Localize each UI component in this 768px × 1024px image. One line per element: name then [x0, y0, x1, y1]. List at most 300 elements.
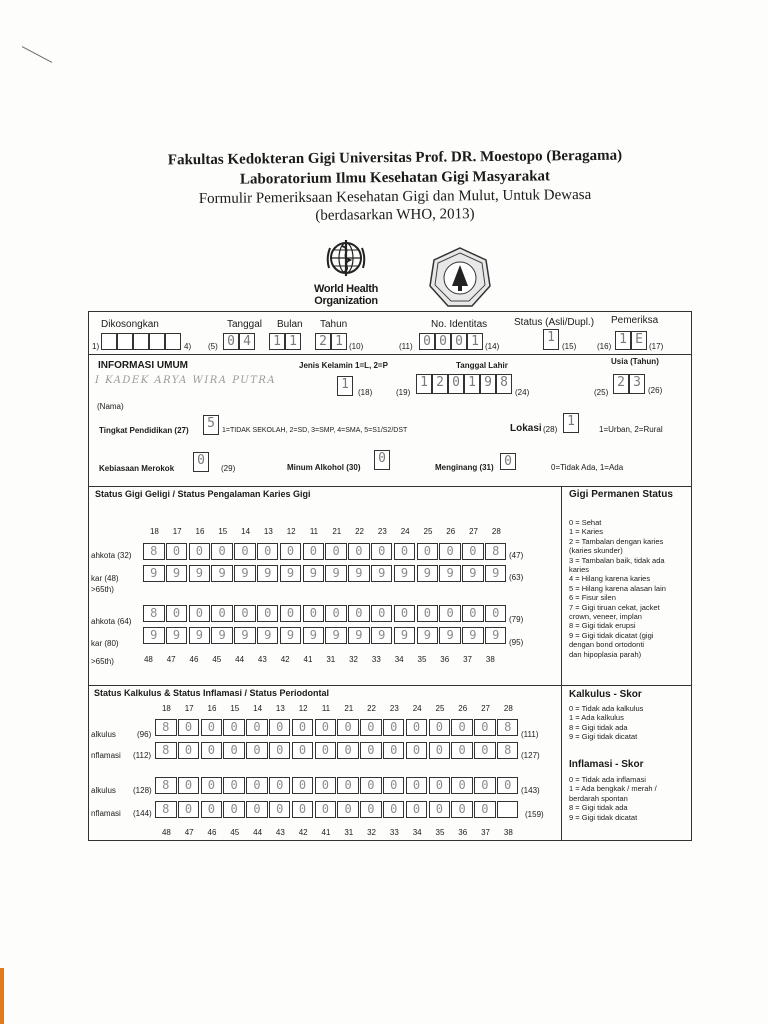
caries-legend: 0 = Sehat 1 = Karies 2 = Tambalan dengan karies (karies skunder) 3 = Tambalan baik, tidak ada karies 4 = Hilang karena karies 5 = Hilang karena alasan lain 6 = Fisur silen 7 = Gigi tiruan cekat, jacket crown, veneer, implan 8 = Gigi tidak erupsi 9 = Gigi tidak dicatat (gigi dengan bond ortodonti dan hipoplasia parah): [569, 518, 666, 659]
label-no-identitas: No. Identitas: [431, 319, 488, 330]
pendidikan-codes: 1=TIDAK SEKOLAH, 2=SD, 3=SMP, 4=SMA, 5=S1/S2/DST: [222, 427, 408, 434]
tooth-cell[interactable]: 0: [394, 605, 416, 622]
col-11: (11): [399, 342, 413, 351]
tooth-cell[interactable]: 8: [485, 543, 507, 560]
col-25: (25): [594, 388, 609, 397]
tooth-cell[interactable]: 0: [234, 543, 256, 560]
row-label-kalkulus-upper: alkulus: [91, 730, 116, 739]
caries-row-root-lower: [143, 627, 508, 644]
empty-box-1: [101, 333, 117, 350]
tooth-cell[interactable]: 0: [406, 777, 428, 794]
divider: [89, 685, 691, 686]
tooth-cell[interactable]: 0: [348, 543, 370, 560]
date-digit[interactable]: 1: [331, 333, 347, 350]
row-end-95: (95): [509, 638, 524, 647]
kalkulus-row-upper: [155, 719, 520, 736]
tooth-cell[interactable]: 9: [211, 627, 233, 644]
pendidikan-value[interactable]: 5: [203, 415, 219, 435]
tooth-cell[interactable]: 8: [143, 543, 165, 560]
tooth-cell[interactable]: 0: [178, 777, 200, 794]
tooth-cell[interactable]: 0: [439, 605, 461, 622]
header-faculty: Fakultas Kedokteran Gigi Universitas Prof. DR. Moestopo (Beragama): [167, 147, 623, 169]
tooth-cell[interactable]: 0: [337, 719, 359, 736]
dob-digit[interactable]: 2: [432, 374, 448, 394]
dob-digit[interactable]: 8: [496, 374, 512, 394]
divider: [89, 354, 691, 355]
tooth-number: 23: [377, 527, 387, 536]
col-24: (24): [515, 388, 530, 397]
tooth-cell[interactable]: 0: [201, 777, 223, 794]
tooth-number: 47: [184, 828, 194, 837]
tooth-number: 44: [253, 828, 263, 837]
tooth-number: 32: [367, 828, 377, 837]
tooth-cell[interactable]: 0: [257, 543, 279, 560]
tooth-cell[interactable]: 0: [325, 605, 347, 622]
tooth-cell[interactable]: 9: [280, 627, 302, 644]
tooth-cell[interactable]: 9: [234, 565, 256, 582]
tooth-cell[interactable]: 0: [223, 801, 245, 818]
label-jenis-kelamin: Jenis Kelamin 1=L, 2=P: [299, 361, 388, 370]
tooth-number: 15: [218, 527, 228, 536]
tooth-cell[interactable]: 0: [269, 777, 291, 794]
col-14: (14): [485, 342, 500, 351]
tooth-cell[interactable]: 0: [292, 777, 314, 794]
tooth-cell[interactable]: 9: [439, 565, 461, 582]
tooth-number: 13: [275, 704, 285, 713]
tooth-cell[interactable]: 0: [429, 719, 451, 736]
tooth-number: 17: [172, 527, 182, 536]
tooth-cell[interactable]: 8: [155, 777, 177, 794]
caries-row-root-upper: [143, 565, 508, 582]
tooth-cell[interactable]: 0: [315, 777, 337, 794]
tooth-cell[interactable]: 8: [155, 719, 177, 736]
who-name-line1: World Health: [313, 283, 379, 295]
row-end-143: (143): [521, 786, 540, 795]
tooth-cell[interactable]: 0: [246, 777, 268, 794]
tooth-number: 48: [143, 655, 153, 664]
row-label-mahkota-upper: ahkota (32): [91, 551, 132, 560]
tooth-cell[interactable]: 0: [439, 543, 461, 560]
tooth-number: 46: [189, 655, 199, 664]
edge-mark: [0, 968, 4, 1024]
header-lab: Laboratorium Ilmu Kesehatan Gigi Masyarakat: [239, 168, 551, 188]
pemeriksa-digit[interactable]: E: [631, 331, 647, 350]
habit-codes: 0=Tidak Ada, 1=Ada: [551, 463, 624, 472]
tooth-cell[interactable]: 0: [429, 801, 451, 818]
date-digit[interactable]: 1: [269, 333, 285, 350]
col-26: (26): [648, 386, 663, 395]
tooth-cell[interactable]: 0: [383, 719, 405, 736]
tooth-cell[interactable]: 9: [462, 565, 484, 582]
patient-name[interactable]: I KADEK ARYA WIRA PUTRA: [95, 375, 277, 386]
row-num-96: (96): [137, 730, 152, 739]
tooth-cell[interactable]: 0: [223, 777, 245, 794]
tooth-number: 24: [412, 704, 422, 713]
tooth-cell[interactable]: 0: [223, 719, 245, 736]
tooth-cell[interactable]: 9: [143, 627, 165, 644]
tooth-cell[interactable]: 9: [143, 565, 165, 582]
row-end-47: (47): [509, 551, 524, 560]
tooth-cell[interactable]: 0: [451, 719, 473, 736]
id-digit[interactable]: 0: [435, 333, 451, 350]
dob-digit[interactable]: 1: [464, 374, 480, 394]
row-end-111: (111): [521, 730, 539, 739]
tooth-cell[interactable]: 9: [257, 565, 279, 582]
tooth-number: 44: [235, 655, 245, 664]
tooth-cell[interactable]: 0: [178, 742, 200, 759]
id-digit[interactable]: 0: [451, 333, 467, 350]
tooth-cell[interactable]: 0: [360, 742, 382, 759]
tooth-number: 37: [463, 655, 472, 664]
menginang-value[interactable]: 0: [500, 453, 516, 470]
tooth-cell[interactable]: 9: [371, 565, 393, 582]
tooth-cell[interactable]: 0: [417, 605, 439, 622]
dob-digit[interactable]: 0: [448, 374, 464, 394]
tooth-cell[interactable]: 0: [166, 605, 188, 622]
tooth-number: 16: [195, 527, 205, 536]
age-digit[interactable]: 3: [629, 374, 645, 394]
label-dikosongkan: Dikosongkan: [101, 319, 159, 330]
tooth-number: 14: [253, 704, 263, 713]
tooth-cell[interactable]: 0: [417, 543, 439, 560]
label-pemeriksa: Pemeriksa: [611, 315, 659, 326]
university-seal-icon: [428, 246, 492, 310]
merokok-value[interactable]: 0: [193, 452, 209, 472]
tooth-cell[interactable]: 0: [360, 777, 382, 794]
tooth-cell[interactable]: 0: [474, 742, 496, 759]
tooth-number: 43: [275, 828, 285, 837]
id-digit[interactable]: 0: [419, 333, 435, 350]
row-num-128: (128): [133, 786, 152, 795]
tooth-cell[interactable]: 9: [325, 565, 347, 582]
tooth-number: 26: [446, 527, 456, 536]
col-4: 4): [184, 342, 192, 351]
tooth-number: 31: [344, 828, 354, 837]
row-label-inflamasi-upper: nflamasi: [91, 751, 121, 760]
col-1: 1): [92, 342, 100, 351]
tooth-number: 23: [389, 704, 399, 713]
col-19: (19): [396, 388, 411, 397]
alkohol-value[interactable]: 0: [374, 450, 390, 470]
header-form-title: Formulir Pemeriksaan Kesehatan Gigi dan Mulut, Untuk Dewasa: [198, 186, 592, 208]
tooth-cell[interactable]: 9: [348, 565, 370, 582]
tooth-cell[interactable]: 0: [383, 801, 405, 818]
col-16: (16): [597, 342, 612, 351]
tooth-cell[interactable]: 0: [337, 742, 359, 759]
tooth-cell[interactable]: 9: [371, 627, 393, 644]
col-29: (29): [221, 464, 236, 473]
row-end-159: (159): [525, 810, 544, 819]
tooth-number: 34: [394, 655, 404, 664]
tooth-cell[interactable]: 0: [474, 801, 496, 818]
tooth-number: 38: [503, 828, 513, 837]
tooth-cell[interactable]: 0: [211, 543, 233, 560]
perio-title: Status Kalkulus & Status Inflamasi / Status Periodontal: [94, 688, 330, 698]
who-name-line2: Organization: [314, 295, 378, 307]
tooth-number: 41: [303, 655, 313, 664]
label-lokasi: Lokasi: [510, 423, 542, 434]
tooth-number: 33: [389, 828, 399, 837]
label-nama: (Nama): [97, 402, 124, 411]
row-label-akar-upper-age: >65th): [91, 585, 114, 594]
tooth-cell[interactable]: 9: [485, 627, 507, 644]
perio-upper-tooth-numbers: [155, 704, 520, 713]
age-digit[interactable]: 2: [613, 374, 629, 394]
examination-form: [88, 311, 692, 841]
tooth-number: 26: [458, 704, 468, 713]
tooth-cell[interactable]: 0: [315, 719, 337, 736]
tooth-cell[interactable]: 0: [234, 605, 256, 622]
tooth-number: 12: [286, 527, 296, 536]
tooth-number: 48: [161, 828, 171, 837]
tooth-cell[interactable]: 0: [371, 605, 393, 622]
tooth-cell[interactable]: 0: [406, 801, 428, 818]
tooth-cell[interactable]: 0: [474, 719, 496, 736]
tooth-number: 45: [212, 655, 222, 664]
tooth-number: 25: [423, 527, 433, 536]
label-pendidikan: Tingkat Pendidikan (27): [99, 426, 189, 435]
tooth-cell[interactable]: 0: [223, 742, 245, 759]
tooth-number: 13: [263, 527, 273, 536]
empty-box-2: [117, 333, 133, 350]
perio-lower-tooth-numbers: [155, 828, 520, 837]
caries-legend-title: Gigi Permanen Status: [569, 489, 673, 500]
tooth-cell[interactable]: 0: [451, 742, 473, 759]
label-tanggal: Tanggal: [227, 319, 263, 330]
tooth-cell[interactable]: 0: [211, 605, 233, 622]
tooth-number: 42: [298, 828, 308, 837]
tooth-number: 46: [207, 828, 217, 837]
tooth-cell[interactable]: 0: [201, 719, 223, 736]
tooth-number: 45: [230, 828, 240, 837]
row-num-144: (144): [133, 809, 152, 818]
tooth-number: 12: [298, 704, 308, 713]
tooth-cell[interactable]: 0: [497, 777, 519, 794]
tooth-cell[interactable]: 8: [143, 605, 165, 622]
date-digit[interactable]: 2: [315, 333, 331, 350]
tooth-cell[interactable]: 0: [360, 719, 382, 736]
tooth-number: 21: [332, 527, 342, 536]
tooth-cell[interactable]: 0: [337, 777, 359, 794]
tooth-cell[interactable]: 0: [246, 801, 268, 818]
tooth-cell[interactable]: 0: [292, 801, 314, 818]
lokasi-num: (28): [543, 425, 558, 434]
tooth-cell[interactable]: 0: [178, 801, 200, 818]
tooth-cell[interactable]: 9: [166, 627, 188, 644]
tooth-cell[interactable]: 9: [166, 565, 188, 582]
tooth-cell[interactable]: 0: [303, 543, 325, 560]
lokasi-value[interactable]: 1: [563, 413, 579, 433]
tooth-cell[interactable]: 0: [315, 801, 337, 818]
row-label-akar-lower: kar (80): [91, 639, 119, 648]
tooth-cell[interactable]: 0: [166, 543, 188, 560]
caries-row-crown-lower: [143, 605, 508, 622]
tooth-number: 33: [371, 655, 381, 664]
dob-digit[interactable]: 9: [480, 374, 496, 394]
tooth-cell[interactable]: 0: [406, 742, 428, 759]
date-digit[interactable]: 0: [223, 333, 239, 350]
tooth-cell[interactable]: 0: [189, 605, 211, 622]
tooth-cell[interactable]: 0: [315, 742, 337, 759]
tooth-cell[interactable]: 0: [371, 543, 393, 560]
tooth-number: 36: [440, 655, 450, 664]
inflamasi-row-upper: [155, 742, 520, 759]
tooth-cell[interactable]: 9: [189, 627, 211, 644]
tooth-cell[interactable]: 0: [360, 801, 382, 818]
tooth-number: 36: [458, 828, 468, 837]
kalkulus-legend-title: Kalkulus - Skor: [569, 689, 642, 700]
tooth-number: 24: [400, 527, 410, 536]
tooth-cell[interactable]: 9: [485, 565, 507, 582]
tooth-number: 22: [355, 527, 365, 536]
tooth-cell[interactable]: 9: [303, 627, 325, 644]
tooth-cell[interactable]: 9: [234, 627, 256, 644]
tooth-cell[interactable]: 0: [462, 605, 484, 622]
tooth-cell[interactable]: 9: [394, 627, 416, 644]
tooth-number: 32: [349, 655, 359, 664]
tooth-cell[interactable]: 0: [429, 742, 451, 759]
status-value[interactable]: 1: [543, 329, 559, 350]
inflamasi-legend: 0 = Tidak ada inflamasi 1 = Ada bengkak / merah / berdarah spontan 8 = Gigi tidak ada 9 = Gigi tidak dicatat: [569, 775, 657, 822]
id-digit[interactable]: 1: [467, 333, 483, 350]
kalkulus-row-lower: [155, 777, 520, 794]
tooth-cell[interactable]: 0: [178, 719, 200, 736]
upper-tooth-numbers: [143, 527, 508, 536]
tooth-cell[interactable]: 0: [246, 742, 268, 759]
tooth-cell[interactable]: 0: [451, 777, 473, 794]
row-end-127: (127): [521, 751, 540, 760]
col-5: (5): [208, 342, 218, 351]
tooth-cell[interactable]: 0: [257, 605, 279, 622]
tooth-number: 37: [481, 828, 490, 837]
tooth-cell[interactable]: 9: [417, 627, 439, 644]
tooth-cell[interactable]: 0: [269, 742, 291, 759]
tooth-number: 17: [184, 704, 194, 713]
tooth-cell[interactable]: 0: [246, 719, 268, 736]
tooth-number: 42: [280, 655, 290, 664]
inflamasi-legend-title: Inflamasi - Skor: [569, 759, 644, 770]
tooth-cell[interactable]: 0: [189, 543, 211, 560]
tooth-number: 34: [412, 828, 422, 837]
divider: [89, 486, 691, 487]
tooth-cell[interactable]: 9: [462, 627, 484, 644]
tooth-cell[interactable]: 0: [383, 777, 405, 794]
tooth-cell[interactable]: 0: [201, 801, 223, 818]
who-logo: [300, 238, 392, 307]
tooth-cell[interactable]: 0: [348, 605, 370, 622]
tooth-number: 47: [166, 655, 176, 664]
tooth-number: 15: [230, 704, 240, 713]
row-end-79: (79): [509, 615, 524, 624]
label-usia: Usia (Tahun): [611, 357, 659, 366]
sex-value[interactable]: 1: [337, 376, 353, 396]
tooth-number: 35: [417, 655, 427, 664]
tooth-number: 43: [257, 655, 267, 664]
pemeriksa-digit[interactable]: 1: [615, 331, 631, 350]
label-alkohol: Minum Alkohol (30): [287, 463, 361, 472]
tooth-cell[interactable]: 0: [406, 719, 428, 736]
tooth-number: 18: [149, 527, 159, 536]
tooth-cell[interactable]: 9: [303, 565, 325, 582]
header-who-ref: (berdasarkan WHO, 2013): [315, 206, 475, 224]
tooth-number: 16: [207, 704, 217, 713]
col-17: (17): [649, 342, 664, 351]
kalkulus-legend: 0 = Tidak ada kalkulus 1 = Ada kalkulus 8 = Gigi tidak ada 9 = Gigi tidak dicatat: [569, 704, 644, 742]
tooth-number: 28: [503, 704, 513, 713]
tooth-cell[interactable]: 0: [462, 543, 484, 560]
tooth-cell[interactable]: 9: [348, 627, 370, 644]
row-label-kalkulus-lower: alkulus: [91, 786, 116, 795]
tooth-number: 22: [367, 704, 377, 713]
tooth-cell[interactable]: 0: [201, 742, 223, 759]
tooth-cell[interactable]: 0: [485, 605, 507, 622]
tooth-number: 38: [485, 655, 495, 664]
tooth-cell[interactable]: 9: [325, 627, 347, 644]
tooth-cell[interactable]: 0: [303, 605, 325, 622]
tooth-cell[interactable]: 0: [292, 742, 314, 759]
tooth-cell[interactable]: 0: [280, 543, 302, 560]
caries-row-crown-upper: [143, 543, 508, 560]
lokasi-codes: 1=Urban, 2=Rural: [599, 425, 663, 434]
tooth-cell[interactable]: 0: [269, 801, 291, 818]
label-menginang: Menginang (31): [435, 463, 494, 472]
label-bulan: Bulan: [277, 319, 303, 330]
tooth-cell[interactable]: 0: [474, 777, 496, 794]
lower-tooth-numbers: [137, 655, 502, 664]
date-digit[interactable]: 4: [239, 333, 255, 350]
tooth-cell[interactable]: [497, 801, 519, 818]
legend-divider: [561, 486, 562, 840]
row-end-63: (63): [509, 573, 524, 582]
tooth-cell[interactable]: 8: [155, 801, 177, 818]
tooth-cell[interactable]: 0: [325, 543, 347, 560]
empty-box-5: [165, 333, 181, 350]
empty-box-3: [133, 333, 149, 350]
tooth-cell[interactable]: 0: [337, 801, 359, 818]
dob-digit[interactable]: 1: [416, 374, 432, 394]
tooth-cell[interactable]: 8: [497, 719, 519, 736]
tooth-number: 27: [481, 704, 490, 713]
tooth-cell[interactable]: 8: [497, 742, 519, 759]
tooth-cell[interactable]: 9: [189, 565, 211, 582]
tooth-cell[interactable]: 9: [280, 565, 302, 582]
tooth-number: 11: [309, 527, 319, 536]
row-label-akar-lower-age: >65th): [91, 657, 114, 666]
row-label-mahkota-lower: ahkota (64): [91, 617, 132, 626]
tooth-cell[interactable]: 0: [280, 605, 302, 622]
tooth-cell[interactable]: 0: [394, 543, 416, 560]
tooth-number: 28: [491, 527, 501, 536]
tooth-number: 27: [469, 527, 478, 536]
tooth-cell[interactable]: 0: [429, 777, 451, 794]
tooth-cell[interactable]: 0: [292, 719, 314, 736]
tooth-cell[interactable]: 9: [257, 627, 279, 644]
tooth-cell[interactable]: 0: [451, 801, 473, 818]
tooth-cell[interactable]: 9: [211, 565, 233, 582]
tooth-cell[interactable]: 9: [394, 565, 416, 582]
tooth-cell[interactable]: 8: [155, 742, 177, 759]
tooth-cell[interactable]: 9: [417, 565, 439, 582]
who-emblem-icon: [323, 238, 369, 278]
tooth-cell[interactable]: 0: [383, 742, 405, 759]
tooth-cell[interactable]: 0: [269, 719, 291, 736]
date-digit[interactable]: 1: [285, 333, 301, 350]
tooth-cell[interactable]: 9: [439, 627, 461, 644]
tooth-number: 21: [344, 704, 354, 713]
row-label-akar-upper: kar (48): [91, 574, 119, 583]
label-tanggal-lahir: Tanggal Lahir: [456, 361, 508, 370]
tooth-number: 35: [435, 828, 445, 837]
